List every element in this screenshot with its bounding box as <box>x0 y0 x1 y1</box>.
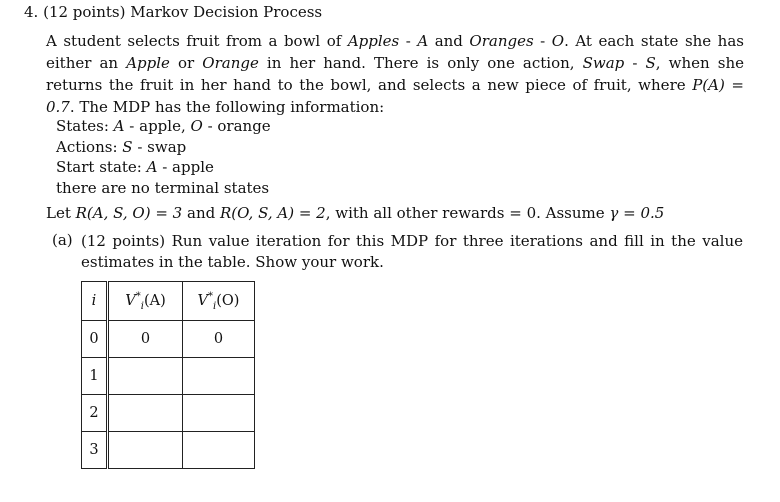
states-a-text: - apple, <box>124 117 191 135</box>
part-a-label: (a) <box>52 231 73 249</box>
dash: - <box>624 54 646 72</box>
states-o-text: - orange <box>202 117 271 135</box>
cell-vo[interactable] <box>183 358 255 395</box>
problem-title: Markov Decision Process <box>130 3 323 21</box>
let-text: Let <box>46 204 76 222</box>
symbol-a: A <box>417 32 429 50</box>
and-text: and <box>182 204 220 222</box>
table-header-row <box>82 282 255 321</box>
start-state-line <box>56 157 214 178</box>
intro-text: . At each state she has either an <box>46 32 744 72</box>
term-swap: Swap <box>582 54 625 72</box>
problem-points: (12 points) <box>43 3 126 21</box>
symbol-s: S <box>122 137 133 156</box>
cell-va[interactable] <box>108 358 183 395</box>
value-table <box>81 281 255 469</box>
term-oranges: Oranges <box>469 32 534 50</box>
term-apples: Apples <box>347 32 400 50</box>
terminal-line: there are no terminal states <box>56 178 270 197</box>
cell-i: 0 <box>82 321 108 358</box>
header-vo: $V^*_i(O)$ <box>183 282 255 321</box>
start-text: - apple <box>157 158 214 176</box>
rewards-line <box>46 204 664 222</box>
and-text: and <box>428 32 470 50</box>
or-text: or <box>169 54 203 72</box>
symbol-a: A <box>113 117 125 135</box>
table-row <box>82 321 255 358</box>
symbol-o: O <box>551 32 565 50</box>
cell-i: 3 <box>82 432 108 469</box>
problem-intro <box>46 30 744 118</box>
header-i: i <box>82 282 108 321</box>
table-row <box>82 358 255 395</box>
problem-number: 4. <box>24 3 39 21</box>
actions-line <box>56 137 186 158</box>
states-line <box>56 116 271 137</box>
intro-text: , when she returns the fruit in her hand to the bowl, and selects a new piece of fruit, where <box>46 54 744 94</box>
term-orange: Orange <box>202 54 259 72</box>
start-label: Start state: <box>56 158 147 176</box>
part-a-text <box>81 231 743 272</box>
term-apple: Apple <box>126 54 170 72</box>
actions-text: - swap <box>132 137 187 156</box>
cell-va[interactable] <box>108 432 183 469</box>
dash: - <box>533 32 552 50</box>
reward-1: R(A, S, O) = 3 <box>75 204 183 222</box>
cell-vo[interactable] <box>183 432 255 469</box>
problem-heading <box>24 3 322 21</box>
cell-va: 0 <box>108 321 183 358</box>
gamma-expression: γ = 0.5 <box>609 204 665 222</box>
symbol-a: A <box>146 158 158 176</box>
symbol-o: O <box>190 117 203 135</box>
header-va: $V^*_i(A)$ <box>108 282 183 321</box>
reward-2: R(O, S, A) = 2 <box>219 204 326 222</box>
cell-vo: 0 <box>183 321 255 358</box>
cell-i: 2 <box>82 395 108 432</box>
intro-text: in her hand. There is only one action, <box>258 54 583 72</box>
rewards-text: , with all other rewards = 0. Assume <box>325 204 610 222</box>
dash: - <box>399 32 418 50</box>
table-row <box>82 432 255 469</box>
actions-label: Actions: <box>56 137 123 156</box>
intro-text: A student selects fruit from a bowl of <box>46 32 348 50</box>
intro-text: . The MDP has the following information: <box>69 98 385 116</box>
probability-expression: P(A) = 0.7 <box>46 76 744 116</box>
cell-vo[interactable] <box>183 395 255 432</box>
states-label: States: <box>56 117 114 135</box>
cell-i: 1 <box>82 358 108 395</box>
table-row <box>82 395 255 432</box>
cell-va[interactable] <box>108 395 183 432</box>
symbol-s: S <box>645 54 656 72</box>
part-a-instructions: Run value iteration for this MDP for three iterations and fill in the value estimates in the table. Show your work. <box>81 232 743 271</box>
part-a-points: (12 points) <box>81 232 166 250</box>
